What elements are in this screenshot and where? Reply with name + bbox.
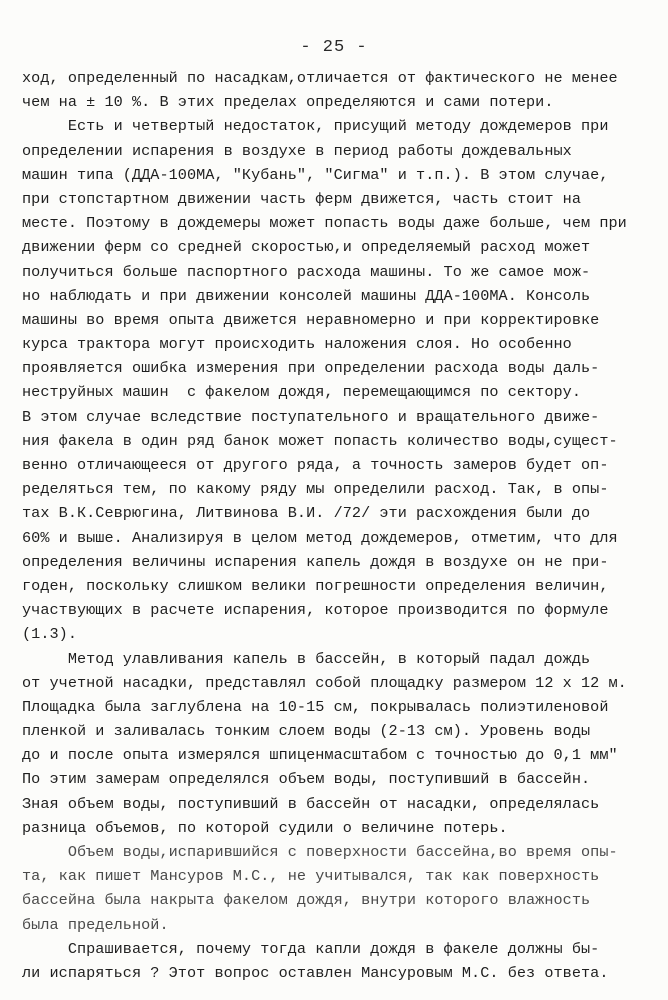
text-line: В этом случае вследствие поступательного и вращательного движе- — [22, 407, 600, 426]
body-text — [22, 66, 662, 985]
text-line: неструйных машин с факелом дождя, перемещающимся по сектору. — [22, 383, 582, 402]
text-line: курса трактора могут происходить наложения слоя. Но особенно — [22, 335, 572, 354]
page-number: - 25 - — [300, 38, 368, 57]
text-line: (1.3). — [22, 625, 77, 644]
text-line: была предельной. — [22, 915, 169, 934]
text-line: 60% и выше. Анализируя в целом метод дождемеров, отметим, что для — [22, 528, 618, 547]
text-line: Спрашивается, почему тогда капли дождя в факеле должны бы- — [22, 939, 600, 958]
text-line: тах В.К.Севрюгина, Литвинова В.И. /72/ эти расхождения были до — [22, 504, 591, 523]
text-line: определения величины испарения капель дождя в воздухе он не при- — [22, 552, 609, 571]
text-line: Метод улавливания капель в бассейн, в который падал дождь — [22, 649, 591, 668]
text-line: годен, поскольку слишком велики погрешности определения величин, — [22, 576, 609, 595]
text-line: машины во время опыта движется неравномерно и при корректировке — [22, 310, 600, 329]
text-line: По этим замерам определялся объем воды, поступивший в бассейн. — [22, 770, 591, 789]
text-line: разница объемов, по которой судили о величине потерь. — [22, 818, 508, 837]
text-line: до и после опыта измерялся шпиценмасштабом с точностью до 0,1 мм" — [22, 746, 618, 765]
text-line: определении испарения в воздухе в период работы дождевальных — [22, 141, 572, 160]
text-line: чем на ± 10 %. В этих пределах определяются и сами потери. — [22, 93, 554, 112]
text-line: при стопстартном движении часть ферм движется, часть стоит на — [22, 189, 582, 208]
text-line: пленкой и заливалась тонким слоем воды (2-13 см). Уровень воды — [22, 722, 591, 741]
text-line: но наблюдать и при движении консолей машины ДДА-100МА. Консоль — [22, 286, 591, 305]
text-line: ли испаряться ? Этот вопрос оставлен Мансуровым М.С. без ответа. — [22, 963, 609, 982]
text-line: ния факела в один ряд банок может попасть количество воды,сущест- — [22, 431, 618, 450]
text-line: Площадка была заглублена на 10-15 см, покрывалась полиэтиленовой — [22, 697, 609, 716]
text-line: Зная объем воды, поступивший в бассейн от насадки, определялась — [22, 794, 600, 813]
text-line: месте. Поэтому в дождемеры может попасть воды даже больше, чем при — [22, 214, 627, 233]
text-line: бассейна была накрыта факелом дождя, внутри которого влажность — [22, 891, 591, 910]
text-line: венно отличающееся от другого ряда, а точность замеров будет оп- — [22, 456, 609, 474]
text-line: ределяться тем, по какому ряду мы определили расход. Так, в опы- — [22, 480, 609, 499]
text-line: проявляется ошибка измерения при определении расхода воды даль- — [22, 359, 600, 378]
text-line: от учетной насадки, представлял собой площадку размером 12 х 12 м. — [22, 673, 627, 692]
text-line: Есть и четвертый недостаток, присущий методу дождемеров при — [22, 117, 609, 136]
text-line: движении ферм со средней скоростью,и определяемый расход может — [22, 238, 591, 257]
text-line: ход, определенный по насадкам,отличается от фактического не менее — [22, 69, 618, 87]
text-line: та, как пишет Мансуров М.С., не учитывался, так как поверхность — [22, 867, 600, 886]
text-line: участвующих в расчете испарения, которое производится по формуле — [22, 601, 609, 620]
text-line: получиться больше паспортного расхода машины. То же самое мож- — [22, 262, 591, 281]
text-line: Объем воды,испарившийся с поверхности бассейна,во время опы- — [22, 843, 618, 861]
text-line: машин типа (ДДА-100МА, "Кубань", "Сигма" и т.п.). В этом случае, — [22, 165, 609, 184]
